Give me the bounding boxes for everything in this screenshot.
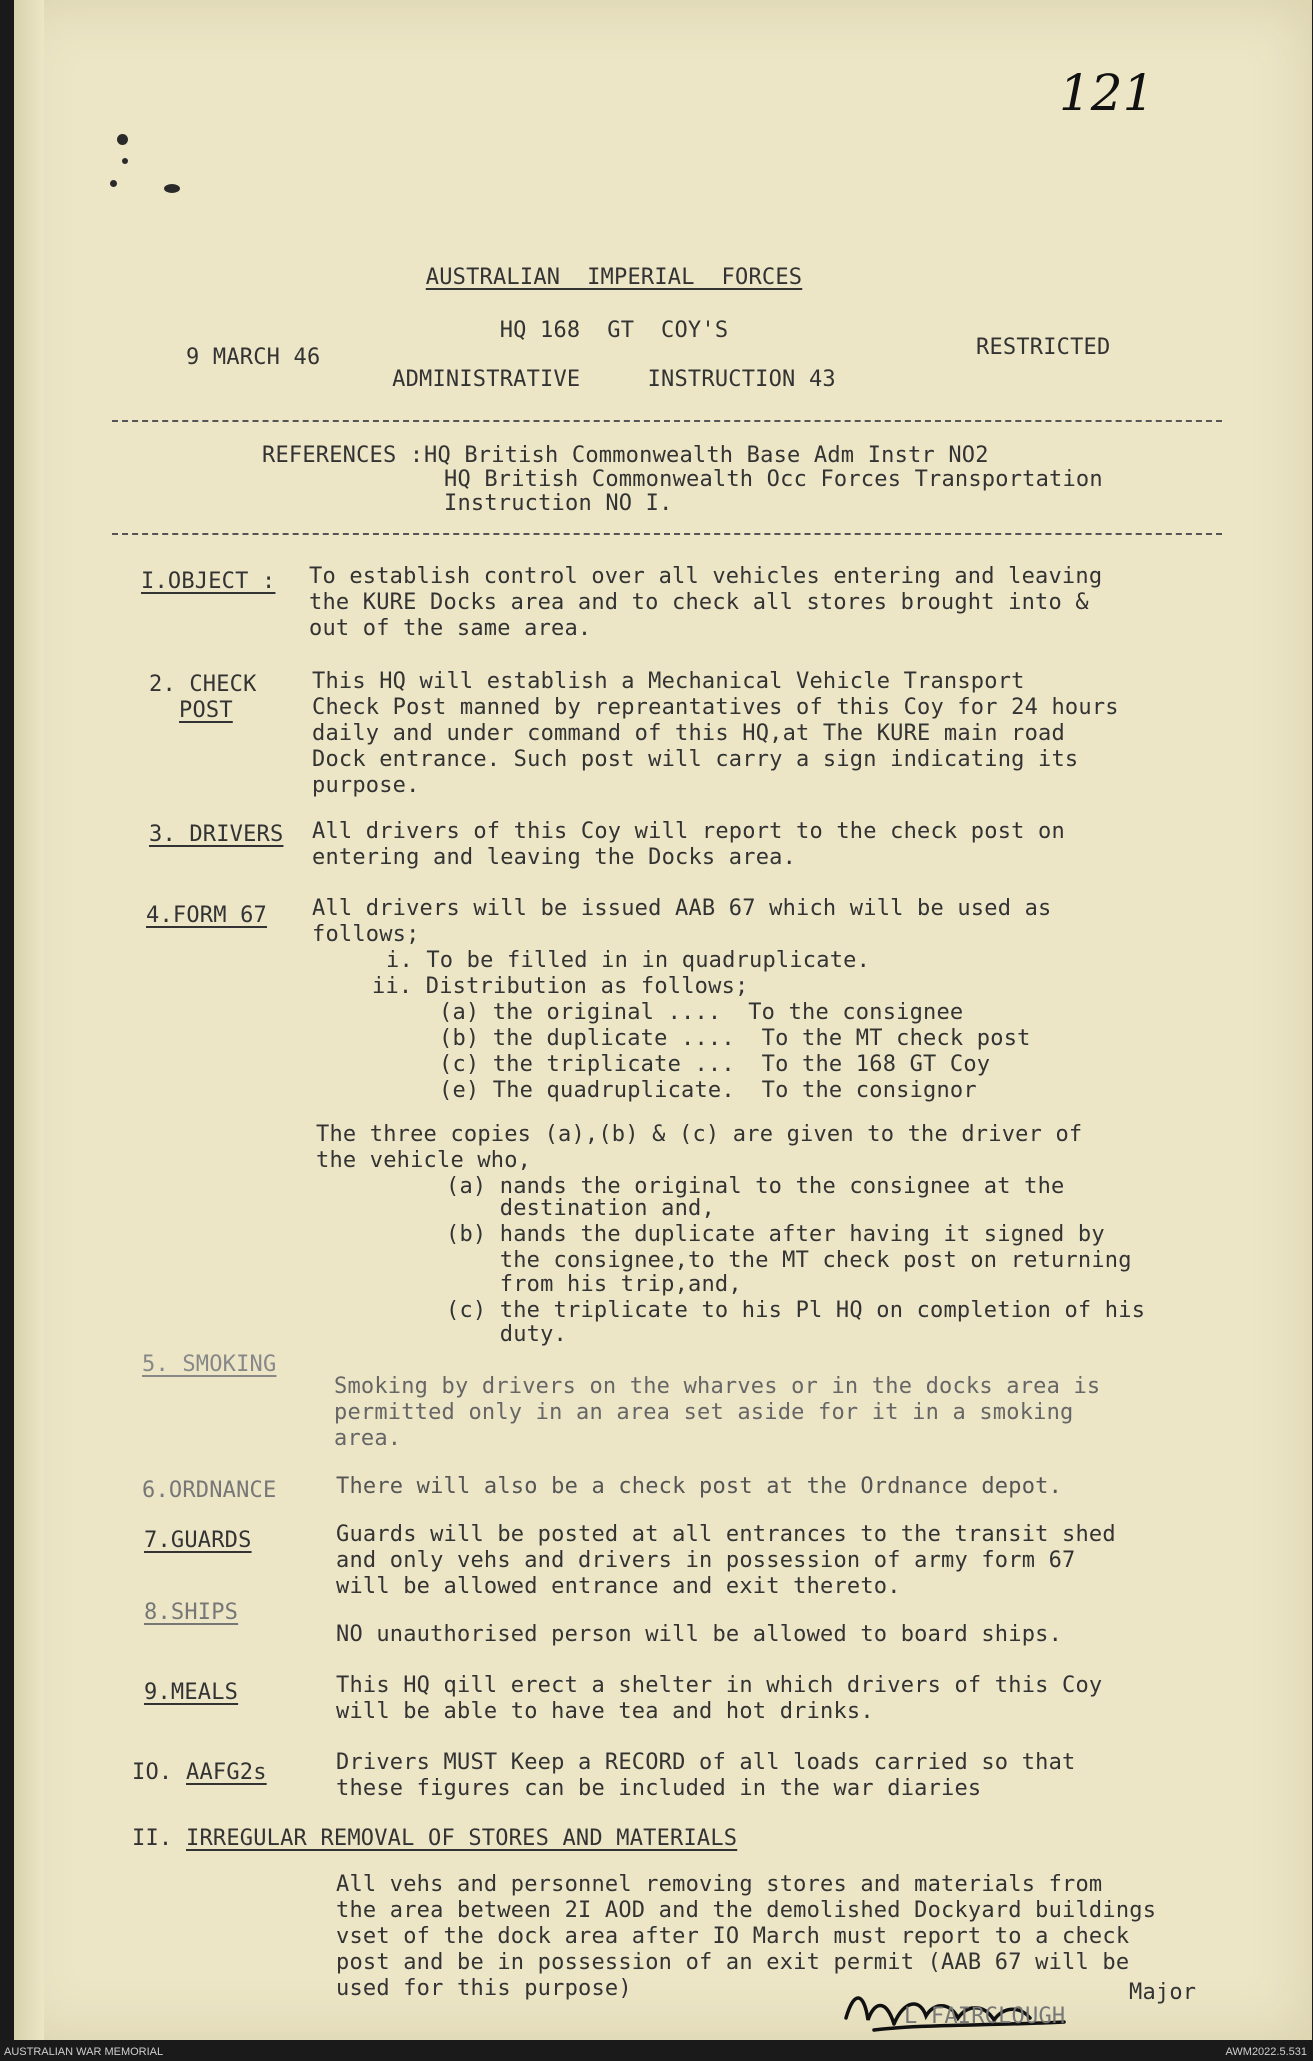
item-label-smoking: 5. SMOKING (142, 1352, 277, 1377)
header-restricted: RESTRICTED (976, 335, 1111, 360)
item-text: Guards will be posted at all entrances to the transit shed (336, 1522, 1116, 1547)
item-label-aafg2s: AAFG2s (186, 1760, 267, 1785)
item-text: used for this purpose) (336, 1976, 632, 2001)
step-line: duty. (446, 1322, 568, 1347)
step-line: (a) nands the original to the consignee at the (446, 1174, 1065, 1199)
distribution-line: (b) the duplicate .... To the MT check post (439, 1026, 1031, 1051)
document-page (14, 0, 1312, 2040)
item-label-check: 2. CHECK (149, 672, 257, 697)
signatory-rank: Major (1129, 1980, 1197, 2005)
distribution-line: (c) the triplicate ... To the 168 GT Coy (439, 1052, 991, 1077)
item-text: follows; (312, 922, 420, 947)
item-label-post: POST (179, 698, 233, 723)
item-text: area. (334, 1426, 402, 1451)
punch-mark (122, 158, 128, 164)
item-text: The three copies (a),(b) & (c) are given to the driver of (316, 1122, 1083, 1147)
punch-mark (117, 134, 128, 145)
step-line: (b) hands the duplicate after having it signed by (446, 1222, 1105, 1247)
references-line: HQ British Commonwealth Occ Forces Transportation (444, 467, 1103, 492)
item-text: permitted only in an area set aside for it in a smoking (334, 1400, 1074, 1425)
item-text: Dock entrance. Such post will carry a sign indicating its (312, 747, 1079, 772)
folio-number: 121 (1059, 64, 1155, 122)
item-text: the KURE Docks area and to check all stores brought into & (309, 590, 1089, 615)
references-line: HQ British Commonwealth Base Adm Instr NO2 (424, 443, 989, 468)
item-heading-irregular: IRREGULAR REMOVAL OF STORES AND MATERIALS (186, 1826, 738, 1851)
item-text: daily and under command of this HQ,at The KURE main road (312, 721, 1065, 746)
step-line: (c) the triplicate to his Pl HQ on completion of his (446, 1298, 1146, 1323)
header-date: 9 MARCH 46 (186, 345, 321, 370)
item-label-guards: 7.GUARDS (144, 1528, 252, 1553)
item-text: This HQ qill erect a shelter in which drivers of this Coy (336, 1673, 1103, 1698)
item-text: All drivers of this Coy will report to the check post on (312, 819, 1065, 844)
item-text: All vehs and personnel removing stores and materials from (336, 1872, 1103, 1897)
item-text: This HQ will establish a Mechanical Vehicle Transport (312, 669, 1025, 694)
punch-mark (110, 180, 117, 187)
header-title: AUSTRALIAN IMPERIAL FORCES (425, 265, 803, 290)
item-text: purpose. (312, 773, 420, 798)
item-text: the area between 2I AOD and the demolished Dockyard buildings (336, 1898, 1157, 1923)
page-edge (14, 0, 44, 2040)
item-text: All drivers will be issued AAB 67 which will be used as (312, 896, 1052, 921)
footer-reference: AWM2022.5.531 (1225, 2046, 1307, 2058)
signatory-name: L FAIRCLOUGH (904, 2004, 1066, 2029)
item-label-form67: 4.FORM 67 (146, 903, 268, 928)
item-text: the vehicle who, (316, 1148, 532, 1173)
item-number: IO. (132, 1760, 173, 1785)
item-label-ships: 8.SHIPS (144, 1600, 239, 1625)
distribution-line: (a) the original .... To the consignee (439, 1000, 964, 1025)
references-line: Instruction NO I. (444, 491, 673, 516)
item-label-object: I.OBJECT : (141, 569, 276, 594)
item-text: entering and leaving the Docks area. (312, 845, 797, 870)
item-text: Check Post manned by repreantatives of this Coy for 24 hours (312, 695, 1119, 720)
item-label-ordnance: 6.ORDNANCE (142, 1478, 277, 1503)
step-line: destination and, (446, 1196, 715, 1221)
footer-institution: AUSTRALIAN WAR MEMORIAL (4, 2046, 164, 2058)
item-text: There will also be a check post at the Ordnance depot. (336, 1474, 1063, 1499)
item-text: To establish control over all vehicles entering and leaving (309, 564, 1103, 589)
divider (112, 420, 1222, 422)
item-subtext: ii. Distribution as follows; (372, 974, 749, 999)
item-label-drivers: 3. DRIVERS (149, 822, 284, 847)
item-number: II. (132, 1826, 173, 1851)
item-text: post and be in possession of an exit permit (AAB 67 will be (336, 1950, 1130, 1975)
divider (112, 533, 1222, 535)
punch-mark (164, 184, 180, 193)
archive-footer (0, 2044, 1313, 2061)
step-line: the consignee,to the MT check post on returning (446, 1248, 1132, 1273)
distribution-line: (e) The quadruplicate. To the consignor (439, 1078, 977, 1103)
item-text: Drivers MUST Keep a RECORD of all loads carried so that (336, 1750, 1076, 1775)
header-unit: HQ 168 GT COY'S (499, 318, 729, 343)
item-text: these figures can be included in the war diaries (336, 1776, 982, 1801)
step-line: from his trip,and, (446, 1272, 742, 1297)
item-label-meals: 9.MEALS (144, 1680, 239, 1705)
references-label: REFERENCES : (262, 443, 424, 468)
item-text: will be able to have tea and hot drinks. (336, 1699, 874, 1724)
item-text: out of the same area. (309, 616, 592, 641)
header-instruction: ADMINISTRATIVE INSTRUCTION 43 (392, 367, 836, 392)
item-subtext: i. To be filled in in quadruplicate. (386, 948, 871, 973)
item-text: NO unauthorised person will be allowed to board ships. (336, 1622, 1063, 1647)
item-text: will be allowed entrance and exit thereto. (336, 1574, 901, 1599)
item-text: and only vehs and drivers in possession of army form 67 (336, 1548, 1076, 1573)
item-text: Smoking by drivers on the wharves or in the docks area is (334, 1374, 1101, 1399)
item-text: vset of the dock area after IO March must report to a check (336, 1924, 1130, 1949)
